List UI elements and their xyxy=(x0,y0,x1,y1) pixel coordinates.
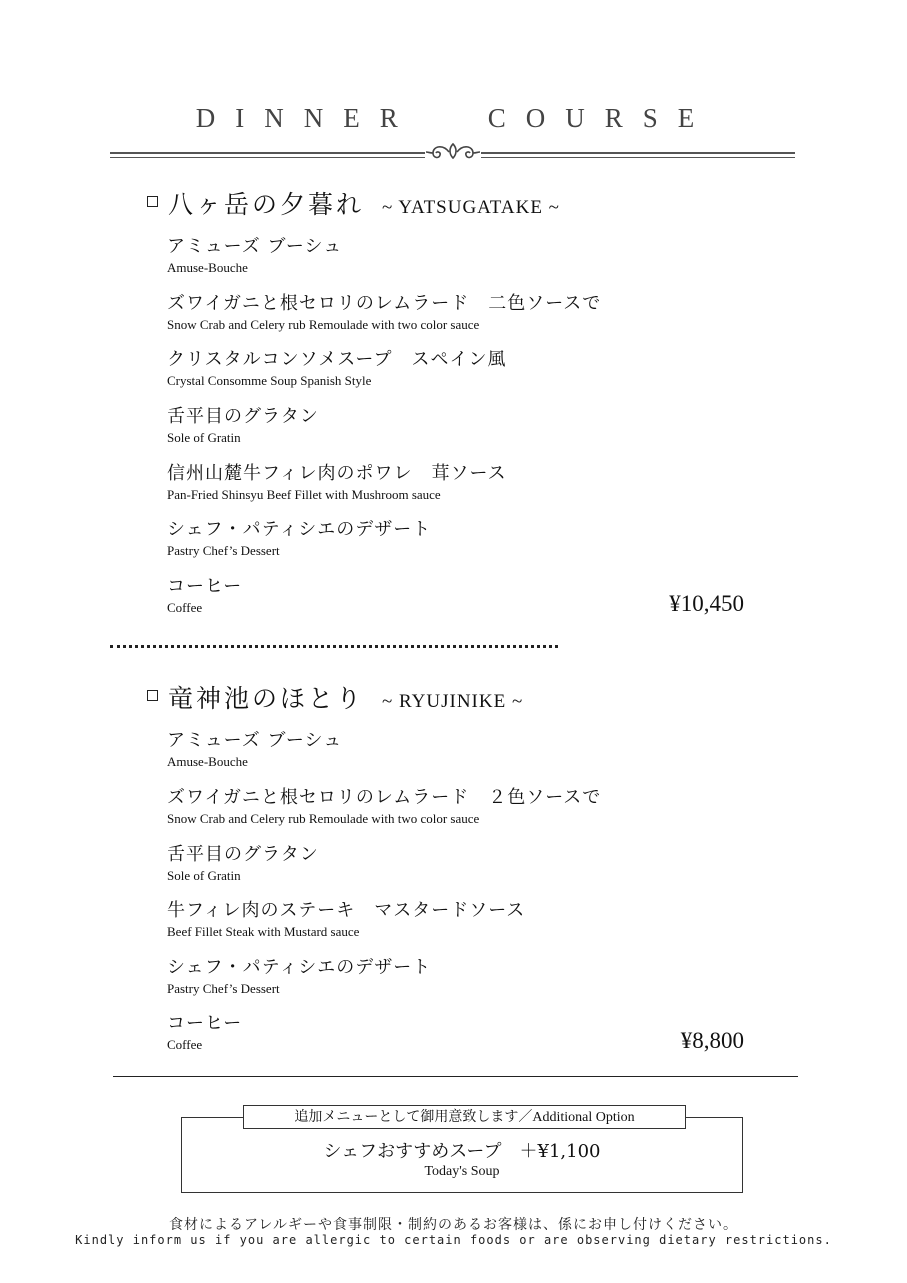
menu-item xyxy=(167,844,319,885)
allergy-notice-en: Kindly inform us if you are allergic to certain foods or are observing dietary restrictions. xyxy=(75,1233,832,1247)
course-name-jp: 八ヶ岳の夕暮れ xyxy=(168,190,365,219)
menu-item-en: Pastry Chef’s Dessert xyxy=(167,543,280,558)
menu-item-jp: 信州山麓牛フィレ肉のポワレ 茸ソース xyxy=(167,463,507,484)
menu-item-jp: アミューズ ブーシュ xyxy=(167,730,343,751)
menu-item xyxy=(167,463,507,504)
checkbox-square-icon xyxy=(147,690,158,701)
option-label-jp: 追加メニューとして御用意致します／ xyxy=(294,1109,533,1125)
option-item-jp: シェフおすすめスープ ＋¥1,100 xyxy=(323,1141,601,1162)
menu-item-en: Sole of Gratin xyxy=(167,868,241,883)
menu-item xyxy=(167,787,601,828)
menu-item xyxy=(167,730,342,771)
section-divider xyxy=(113,1076,798,1077)
title-word-course: COURSE xyxy=(487,103,715,133)
menu-item xyxy=(167,519,431,560)
menu-item-jp: 舌平目のグラタン xyxy=(167,406,319,427)
dotted-divider xyxy=(110,645,558,648)
menu-item-jp: 牛フィレ肉のステーキ マスタードソース xyxy=(167,900,526,921)
menu-item xyxy=(167,236,342,277)
menu-item xyxy=(167,293,601,334)
allergy-notice-jp: 食材によるアレルギーや食事制限・制約のあるお客様は、係にお申し付けください。 xyxy=(168,1217,739,1233)
menu-item-en: Coffee xyxy=(167,600,203,615)
menu-item xyxy=(167,900,525,941)
course-name-en: ~ YATSUGATAKE ~ xyxy=(382,197,560,218)
menu-item-jp: シェフ・パティシエのデザート xyxy=(167,957,432,978)
menu-item-jp: ズワイガニと根セロリのレムラード ２色ソースで xyxy=(167,787,602,808)
title-word-dinner: DINNER xyxy=(195,103,418,133)
menu-item-jp: ズワイガニと根セロリのレムラード 二色ソースで xyxy=(167,293,602,314)
menu-item-jp: 舌平目のグラタン xyxy=(167,844,319,865)
menu-item-jp: アミューズ ブーシュ xyxy=(167,236,343,257)
course-price: ¥10,450 xyxy=(669,591,744,616)
menu-item-en: Pan-Fried Shinsyu Beef Fillet with Mushroom sauce xyxy=(167,487,441,502)
ornament-scroll-icon xyxy=(425,138,481,166)
option-label-en: Additional Option xyxy=(532,1110,635,1125)
menu-item-jp: コーヒー xyxy=(167,1013,243,1034)
course-name-en: ~ RYUJINIKE ~ xyxy=(382,691,524,712)
menu-item-jp: クリスタルコンソメスープ スペイン風 xyxy=(167,349,507,370)
menu-item-en: Coffee xyxy=(167,1037,203,1052)
menu-item-en: Snow Crab and Celery rub Remoulade with two color sauce xyxy=(167,317,480,332)
option-item-en: Today's Soup xyxy=(424,1164,500,1179)
course-price: ¥8,800 xyxy=(680,1028,744,1053)
course-name-jp: 竜神池のほとり xyxy=(168,684,365,713)
menu-item xyxy=(167,957,431,998)
menu-item-jp: シェフ・パティシエのデザート xyxy=(167,519,432,540)
menu-item-en: Pastry Chef’s Dessert xyxy=(167,981,280,996)
menu-item-en: Sole of Gratin xyxy=(167,430,241,445)
menu-item xyxy=(167,576,242,617)
menu-item xyxy=(167,1013,242,1054)
checkbox-square-icon xyxy=(147,196,158,207)
menu-item xyxy=(167,406,319,447)
menu-item-en: Crystal Consomme Soup Spanish Style xyxy=(167,373,372,388)
page-title xyxy=(110,103,800,134)
course-heading-yatsugatake xyxy=(147,185,560,221)
additional-option-label xyxy=(243,1105,686,1129)
menu-item-en: Amuse-Bouche xyxy=(167,260,248,275)
menu-item xyxy=(167,349,506,390)
course-heading-ryujinike xyxy=(147,679,523,715)
menu-item-en: Amuse-Bouche xyxy=(167,754,248,769)
menu-item-en: Beef Fillet Steak with Mustard sauce xyxy=(167,924,360,939)
menu-item-jp: コーヒー xyxy=(167,576,243,597)
menu-item-en: Snow Crab and Celery rub Remoulade with two color sauce xyxy=(167,811,480,826)
